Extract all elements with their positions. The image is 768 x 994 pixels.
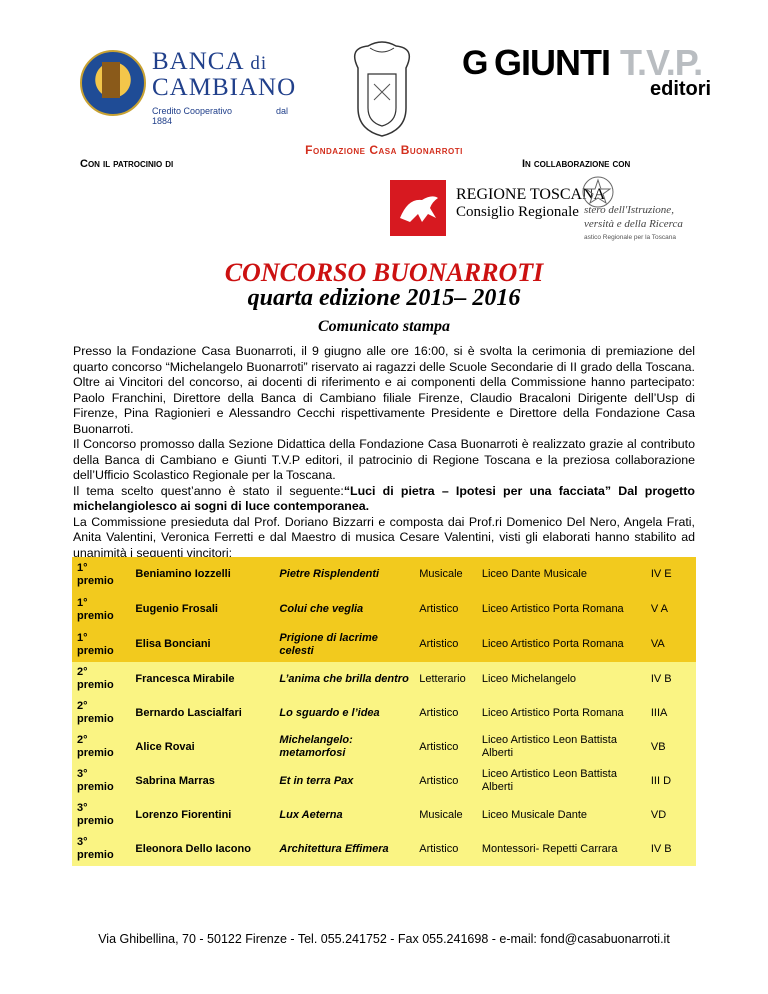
collaborazione-label: In collaborazione con (522, 158, 631, 170)
winner-prize: 2° premio (77, 666, 114, 691)
winner-prize: 3° premio (77, 836, 114, 861)
paragraph-promotion: Il Concorso promosso dalla Sezione Didattica della Fondazione Casa Buonarroti è realizzato grazie al contributo della Banca di Cambiano e Giunti T.V.P editori, il patrocinio di Regione Toscana e la preziosa collaborazione dell’Ufficio Scolastico Regionale per la Toscana. (73, 437, 695, 482)
winner-school: Liceo Musicale Dante (481, 808, 587, 821)
footer-address: Via Ghibellina, 70 - 50122 Firenze - Tel. 055.241752 - Fax 055.241698 - e-mail: fond@casabuonarroti.it (98, 932, 670, 946)
table-row (72, 764, 696, 798)
giunti-tvp: T.V.P. (620, 42, 703, 83)
fondazione-crest-icon (338, 38, 426, 138)
giunti-tvp-logo (462, 40, 712, 100)
winner-work: Lo sguardo e l’idea (279, 706, 380, 719)
paragraph-ceremony: Presso la Fondazione Casa Buonarroti, il 9 giugno alle ore 16:00, si è svolta la cerimonia di premiazione del quarto concorso “Michelangelo Buonarroti” riservato ai ragazzi delle Scuole Secondarie di II grado della Toscana. Oltre ai Vincitori del concorso, ai docenti di riferimento e ai componenti della Commissione hanno partecipato: Paolo Franchini, Direttore della Banca di Cambiano filiale Firenze, Claudio Bracaloni Dirigente dell’Usp di Firenze, Pina Ragionieri e Alessandro Cecchi rispettivamente Presidente e Direttore della Fondazione Casa Buonarroti. (73, 344, 695, 436)
miur-line2: versità e della Ricerca (584, 218, 683, 230)
table-row (72, 557, 696, 592)
winner-name: Eugenio Frosali (135, 603, 218, 615)
winner-name: Beniamino Iozzelli (135, 568, 231, 580)
winner-class: III D (650, 774, 672, 787)
winner-school: Montessori- Repetti Carrara (481, 842, 618, 855)
regione-toscana-flag-icon (388, 178, 448, 238)
table-row (72, 592, 696, 627)
winner-name: Francesca Mirabile (135, 672, 235, 685)
winner-work: Architettura Effimera (279, 842, 389, 855)
winner-name: Eleonora Dello Iacono (135, 842, 251, 855)
paragraph-commission: La Commissione presieduta dal Prof. Doriano Bizzarri e composta dai Prof.ri Domenico Del Nero, Angela Frati, Anita Valentini, Veronica Ferretti e dal Maestro di musica Cesare Valentini, visti gli elaborati hanno stabilito ad unanimità i seguenti vincitori: (73, 514, 695, 560)
winner-category: Musicale (419, 568, 463, 580)
winner-prize: 1° premio (77, 596, 114, 622)
winner-work: Colui che veglia (279, 603, 364, 615)
winner-prize: 3° premio (77, 802, 114, 827)
winner-category: Musicale (419, 808, 463, 821)
regione-line2: Consiglio Regionale (456, 204, 579, 220)
table-row (72, 696, 696, 730)
winner-prize: 3° premio (77, 768, 114, 793)
miur-line1: stero dell'Istruzione, (584, 204, 674, 216)
fondazione-heading: Fondazione Casa Buonarroti (305, 143, 463, 157)
winner-school: Liceo Artistico Porta Romana (481, 706, 624, 719)
winner-work: Michelangelo: metamorfosi (279, 734, 353, 759)
winner-class: IIIA (650, 706, 668, 719)
winner-work: Pietre Risplendenti (279, 568, 380, 580)
winner-name: Bernardo Lascialfari (135, 706, 242, 719)
table-row (72, 798, 696, 832)
winner-class: IV B (650, 842, 672, 855)
press-release-body (73, 344, 695, 561)
table-row (72, 627, 696, 662)
winner-name: Sabrina Marras (135, 774, 215, 787)
winner-school: Liceo Artistico Leon Battista Alberti (481, 734, 617, 759)
winner-class: VA (650, 638, 665, 650)
winner-prize: 2° premio (77, 734, 114, 759)
winner-work: Et in terra Pax (279, 774, 354, 787)
table-row (72, 662, 696, 696)
winner-class: VD (650, 808, 667, 821)
banca-name-line1: BANCA di (152, 48, 268, 75)
winner-category: Artistico (419, 706, 459, 719)
winner-name: Alice Rovai (135, 740, 195, 753)
winner-name: Lorenzo Fiorentini (135, 808, 232, 821)
table-row (72, 730, 696, 764)
banca-name-line2: CAMBIANO (152, 74, 297, 101)
page-subtitle: quarta edizione 2015– 2016 (247, 285, 521, 311)
winner-category: Artistico (419, 603, 459, 615)
winner-class: V A (650, 603, 668, 615)
winner-category: Artistico (419, 740, 459, 753)
paragraph-theme: Il tema scelto quest’anno è stato il seguente:“Luci di pietra – Ipotesi per una facciata” Dal progetto michelangiolesco ai sogni di luce contemporanea. (73, 483, 695, 513)
tower-icon (102, 62, 120, 98)
winner-category: Artistico (419, 774, 459, 787)
banca-cambiano-logo (80, 42, 310, 126)
winner-category: Artistico (419, 638, 459, 650)
miur-line3: astico Regionale per la Toscana (584, 234, 677, 241)
winner-school: Liceo Artistico Porta Romana (481, 603, 624, 615)
giunti-editori: editori (650, 78, 712, 100)
winner-work: Lux Aeterna (279, 808, 343, 821)
winner-work: L’anima che brilla dentro (279, 672, 409, 685)
winner-school: Liceo Artistico Porta Romana (481, 638, 624, 650)
comunicato-heading: Comunicato stampa (317, 318, 451, 335)
table-row (72, 832, 696, 866)
winner-prize: 2° premio (77, 700, 114, 725)
winner-school: Liceo Michelangelo (481, 672, 576, 685)
regione-line1: REGIONE TOSCANA (456, 186, 606, 203)
winner-prize: 1° premio (77, 631, 114, 657)
winner-class: IV B (650, 672, 672, 685)
winners-table (72, 557, 696, 866)
page-title: CONCORSO BUONARROTI (224, 258, 544, 287)
winner-school: Liceo Dante Musicale (481, 568, 587, 580)
winner-name: Elisa Bonciani (135, 638, 211, 650)
winner-work: Prigione di lacrime celesti (279, 631, 378, 657)
winner-class: IV E (650, 568, 672, 580)
banca-subtitle: Credito Cooperativo dal 1884 (152, 106, 289, 126)
giunti-g-icon: G (462, 44, 489, 82)
giunti-name: GIUNTI (494, 42, 610, 83)
winner-category: Artistico (419, 842, 459, 855)
winner-prize: 1° premio (77, 561, 114, 587)
winner-category: Letterario (419, 672, 466, 685)
patrocinio-label: Con il patrocinio di (80, 158, 174, 170)
winner-class: VB (650, 740, 666, 753)
winner-school: Liceo Artistico Leon Battista Alberti (481, 768, 617, 793)
theme-title: “Luci di pietra – Ipotesi per una facciata” Dal progetto michelangiolesco ai sogni di luce contemporanea. (73, 483, 695, 513)
